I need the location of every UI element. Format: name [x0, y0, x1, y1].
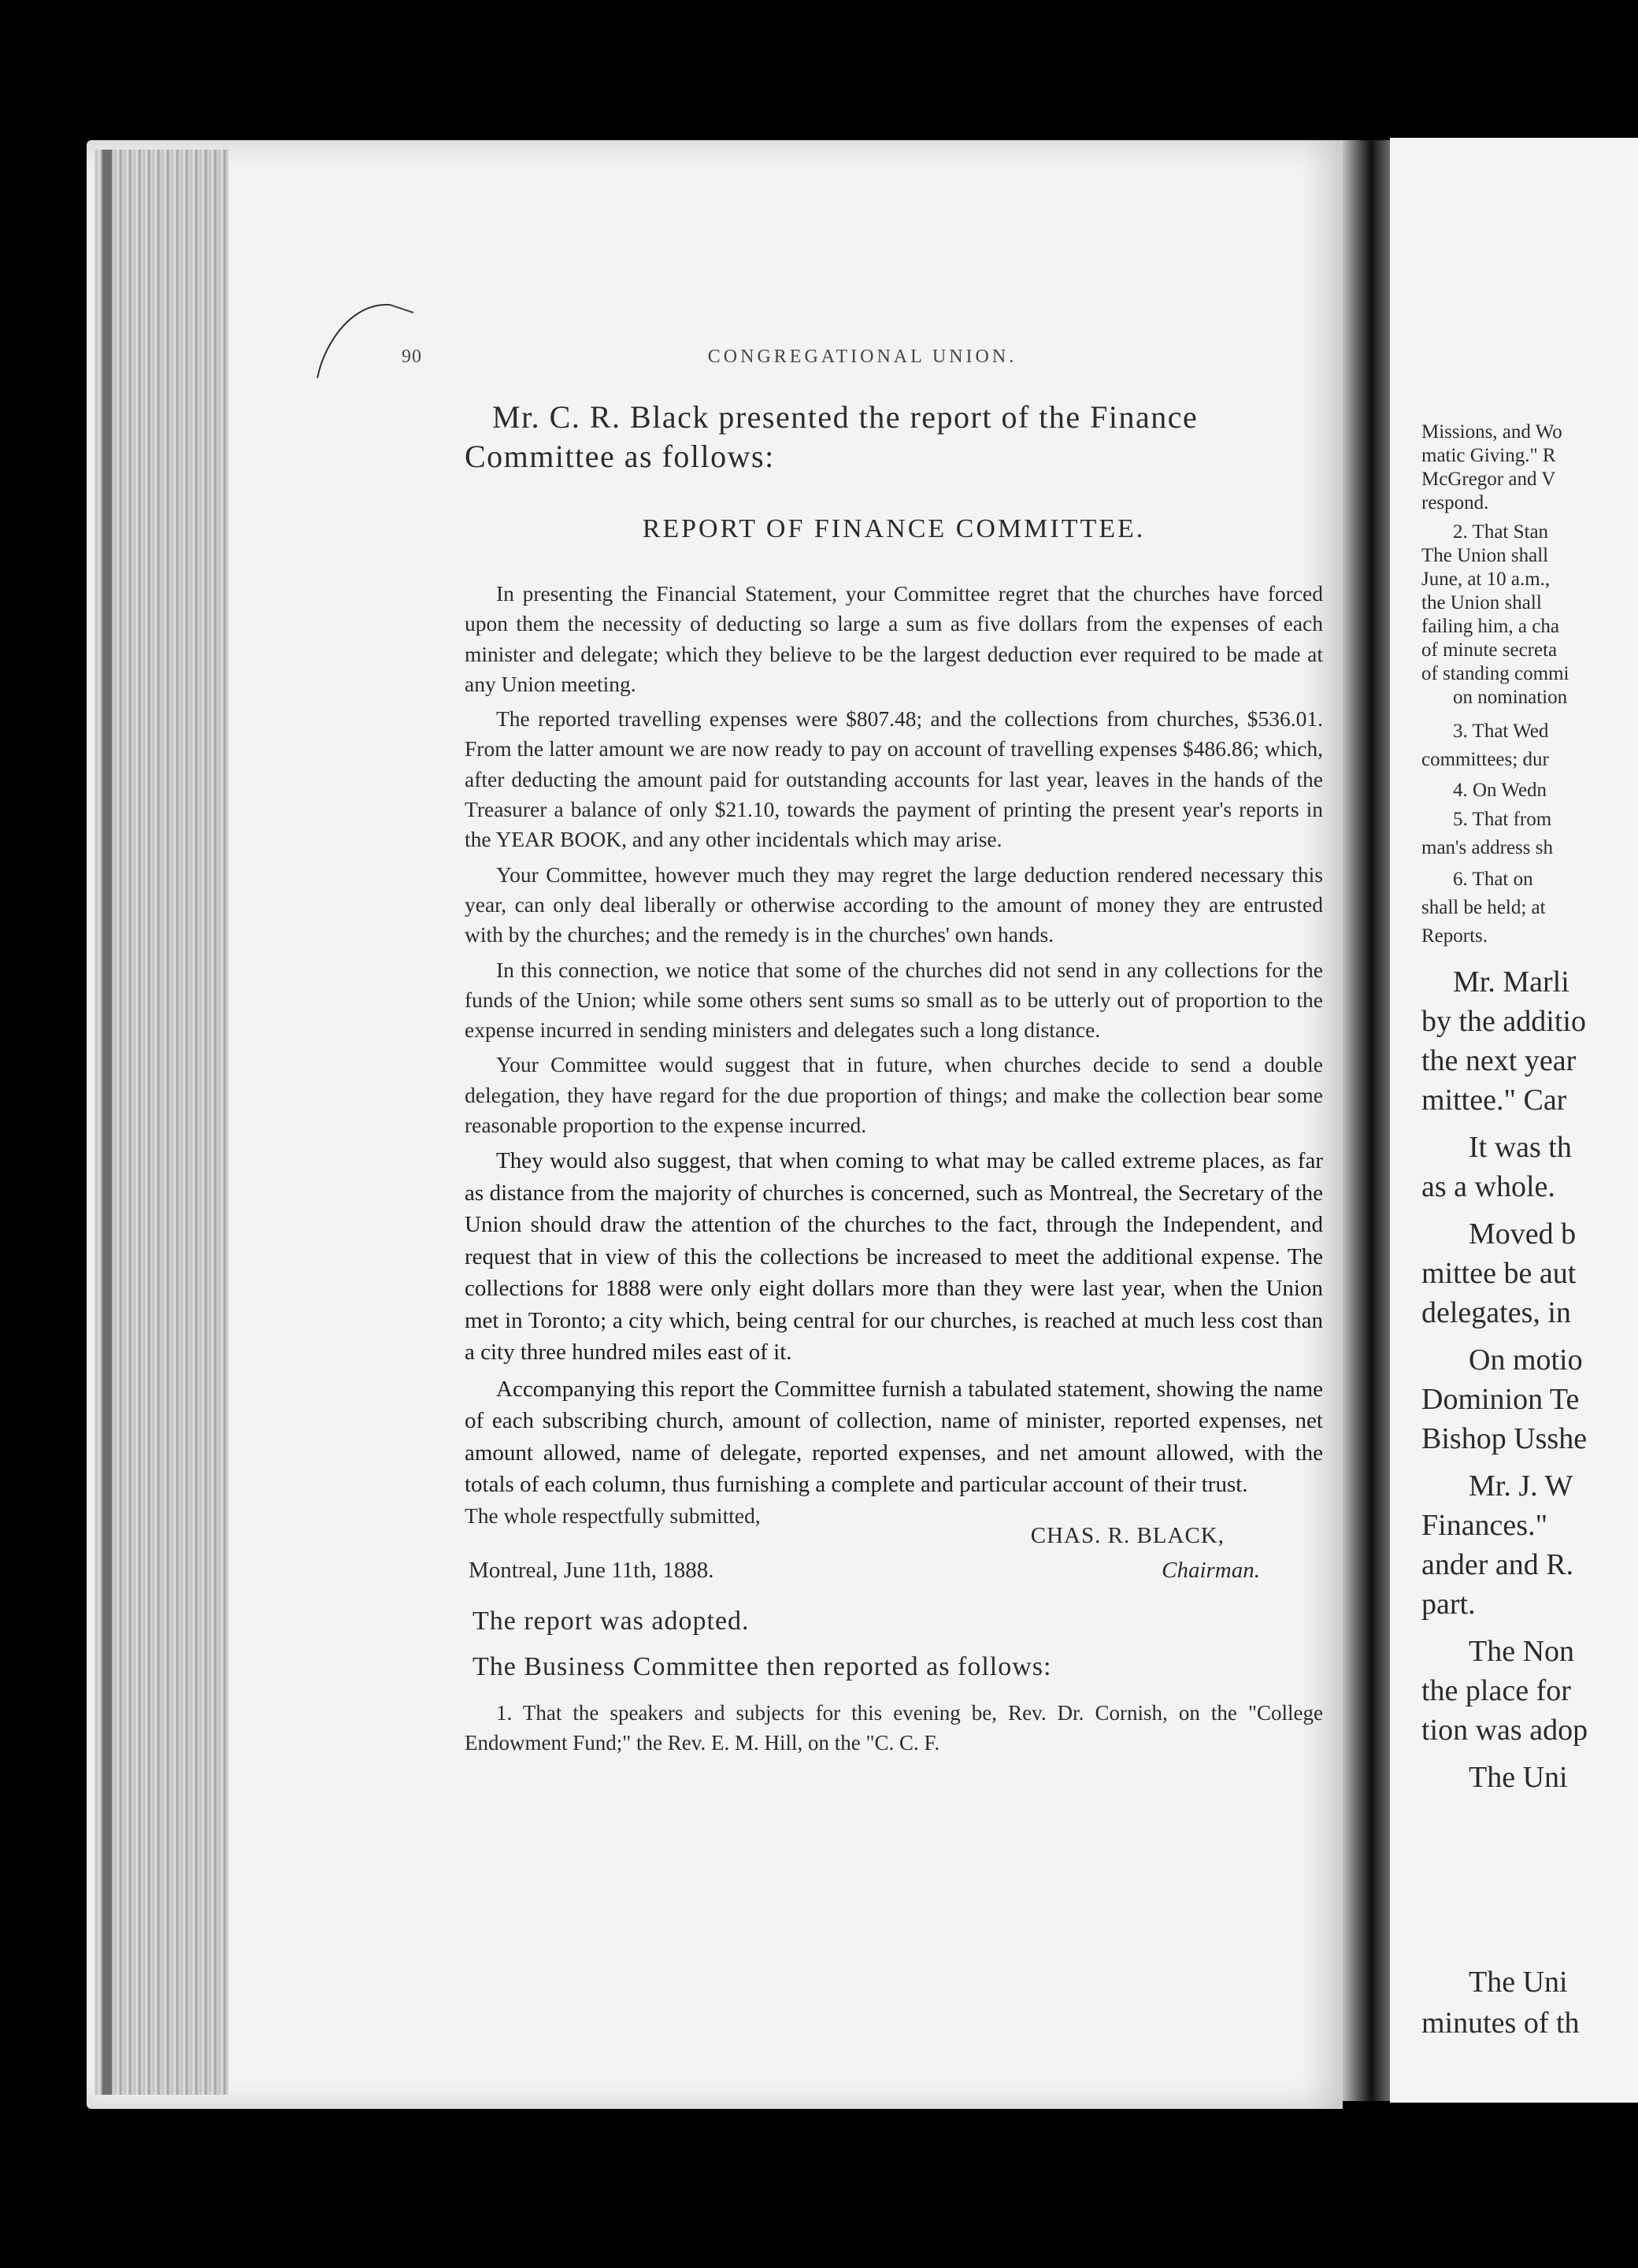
paragraph: The reported travelling expenses were $807.48; and the collections from churches, $536.01. From the latter amount we are now ready to pay on account of travelling expenses $486.86; which, after deducting the amount paid for outstanding accounts for last year, leaves in the hands of the Treasurer a balance of only $21.10, towards the payment of printing the present year's reports in the YEAR BOOK, and any other incidentals which may arise.: [465, 706, 1323, 852]
right-line: delegates, in: [1421, 1296, 1571, 1329]
business-item-1: 1. That the speakers and subjects for this evening be, Rev. Dr. Cornish, on the "College Endowment Fund;" the Rev. E. M. Hill, on the "C. C. F.: [465, 1701, 1323, 1755]
right-line: Moved b: [1469, 1217, 1577, 1251]
right-line: the Union shall: [1421, 592, 1542, 613]
right-line: committees; dur: [1421, 749, 1549, 770]
right-line: respond.: [1421, 492, 1489, 513]
paragraph: They would also suggest, that when coming to what may be called extreme places, as far as distance from the majority of churches is concerned, such as Montreal, the Secretary of the Union should draw the attention of the churches to the fact, through the Independent, and request that in view of this the collections be increased to meet the additional expense. The collections for 1888 were only eight dollars more than they were last year, when the Union met in Toronto; a city which, being central for our churches, is reached at much less cost than a city three hundred miles east of it.: [465, 1148, 1323, 1366]
right-line: by the additio: [1421, 1005, 1586, 1038]
paragraph: Your Committee would suggest that in future, when churches decide to send a double delegation, they have regard for the due proportion of things; and make the collection bear some reasonable proportion to the expense incurred.: [465, 1052, 1323, 1138]
right-line: ander and R.: [1421, 1548, 1574, 1581]
signature-title: Chairman.: [1162, 1558, 1260, 1584]
report-body: [465, 579, 1323, 1531]
right-line: The Union shall: [1421, 545, 1549, 566]
page-edge-shadow: [102, 150, 112, 2095]
business-line: The Business Committee then reported as follows:: [472, 1652, 1052, 1682]
right-line: The Non: [1469, 1635, 1575, 1668]
right-line: man's address sh: [1421, 837, 1553, 858]
adopted-line: The report was adopted.: [472, 1606, 750, 1636]
paragraph: In this connection, we notice that some of the churches did not send in any collections for the funds of the Union; while some others sent sums so small as to be utterly out of proportion to the expense incurred in sending ministers and delegates such a long distance.: [465, 957, 1323, 1043]
right-line: 2. That Stan: [1453, 521, 1549, 543]
place-date: Montreal, June 11th, 1888.: [469, 1558, 714, 1584]
right-line: the place for: [1421, 1674, 1571, 1707]
right-line: shall be held; at: [1421, 897, 1546, 918]
right-line: Finances.": [1421, 1509, 1548, 1542]
right-line: of standing commi: [1421, 663, 1569, 684]
right-line: 6. That on: [1453, 869, 1533, 890]
signature-block: [465, 1523, 1323, 1595]
book-gutter: [1343, 140, 1390, 2101]
paragraph: Your Committee, however much they may regret the large deduction rendered necessary this year, can only deal liberally or otherwise according to the amount of money they are entrusted with by the churches; and the remedy is in the churches' own hands.: [465, 862, 1323, 947]
right-line: the next year: [1421, 1044, 1577, 1077]
right-page-text: [1421, 421, 1638, 2114]
right-line: The Uni: [1469, 1761, 1568, 1794]
right-line: Dominion Te: [1421, 1383, 1580, 1416]
right-line: Mr. Marli: [1453, 965, 1569, 999]
right-line: On motio: [1469, 1343, 1583, 1377]
right-line: Mr. J. W: [1469, 1469, 1573, 1503]
right-line: It was th: [1469, 1131, 1572, 1164]
report-title: REPORT OF FINANCE COMMITTEE.: [642, 514, 1146, 543]
signature-name: CHAS. R. BLACK,: [1030, 1523, 1225, 1549]
right-line: Missions, and Wo: [1421, 421, 1562, 443]
right-line: tion was adop: [1421, 1714, 1588, 1747]
right-line: as a whole.: [1421, 1170, 1555, 1203]
right-line: McGregor and V: [1421, 469, 1556, 490]
pencil-mark: [311, 295, 421, 382]
closing-line: The whole respectfully submitted,: [465, 1503, 761, 1528]
paragraph: Accompanying this report the Committee furnish a tabulated statement, showing the name of each subscribing church, amount of collection, name of minister, reported expenses, net amount allowed, name of delegate, reported expenses, and net amount allowed, with the totals of each column, thus furnishing a complete and particular account of their trust.: [465, 1376, 1323, 1498]
intro-line: Mr. C. R. Black presented the report of the Finance Committee as follows:: [465, 399, 1199, 474]
right-line: part.: [1421, 1588, 1476, 1621]
main-column: [465, 398, 1323, 1779]
right-line: minutes of th: [1421, 2007, 1580, 2040]
right-line: mittee." Car: [1421, 1084, 1567, 1117]
right-line: June, at 10 a.m.,: [1421, 569, 1551, 590]
paragraph: In presenting the Financial Statement, your Committee regret that the churches have forced upon them the necessity of deducting so large a sum as five dollars from the expenses of each minister and delegate; which they believe to be the largest deduction ever required to be made at any Union meeting.: [465, 581, 1323, 696]
right-line: mittee be aut: [1421, 1257, 1577, 1290]
right-line: The Uni: [1469, 1966, 1568, 1999]
page-edges: [94, 150, 228, 2095]
page-number: 90: [402, 346, 422, 367]
right-line: matic Giving." R: [1421, 445, 1556, 466]
right-line: of minute secreta: [1421, 639, 1558, 661]
running-title: CONGREGATIONAL UNION.: [707, 346, 1017, 367]
right-line: 5. That from: [1453, 809, 1552, 830]
right-line: Reports.: [1421, 925, 1488, 947]
right-line: 3. That Wed: [1453, 721, 1549, 742]
right-line: on nomination: [1453, 687, 1568, 708]
right-line: failing him, a cha: [1421, 616, 1559, 637]
right-line: Bishop Usshe: [1421, 1422, 1588, 1455]
right-line: 4. On Wedn: [1453, 780, 1547, 801]
